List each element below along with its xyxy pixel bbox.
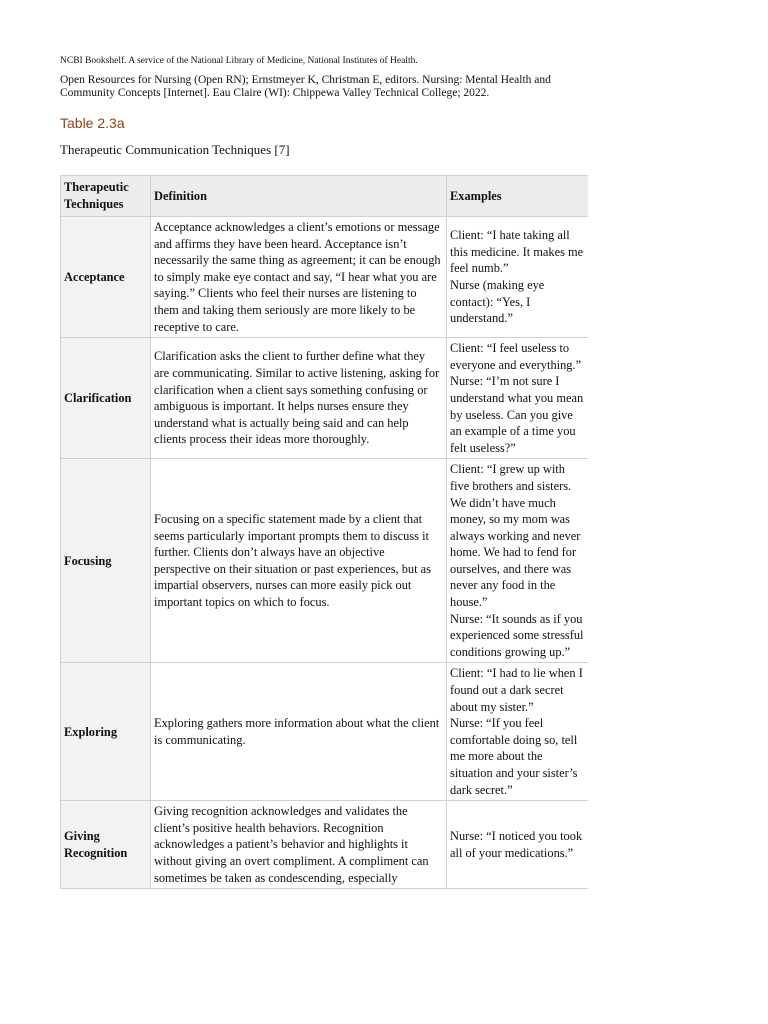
examples-text: Client: “I grew up with five brothers and sisters. We didn’t have much money, so my mom was always working and never home. We had to fend for ourselves, and there was never any food in the house.” Nurse: “It sounds as if you experienced some stressful conditions growing up.”: [450, 462, 584, 659]
definition-cell: [151, 217, 447, 338]
definition-text: Clarification asks the client to further define what they are communicating. Similar to active listening, asking for clarification when a client says something confusing or ambiguous is important. It helps nurses ensure they understand what is actually being said and can help clients process their ideas more thoroughly.: [154, 349, 440, 447]
column-header-examples: Examples: [447, 176, 589, 217]
technique-cell: Focusing: [61, 459, 151, 663]
examples-cell: [447, 338, 589, 459]
table-label: Table 2.3a: [60, 115, 125, 131]
technique-cell: Clarification: [61, 338, 151, 459]
examples-cell: [447, 459, 589, 663]
table-caption: Therapeutic Communication Techniques [7]: [60, 142, 290, 157]
definition-text: Giving recognition acknowledges and validates the client’s positive health behaviors. Recognition acknowledges a patient’s behavior and highlights it without giving an overt compliment. A compliment can sometimes be taken as condescending, especially: [154, 804, 429, 885]
technique-cell: Acceptance: [61, 217, 151, 338]
column-header-definition: Definition: [151, 176, 447, 217]
technique-cell: Exploring: [61, 663, 151, 801]
table-row: [61, 801, 589, 889]
column-header-technique: Therapeutic Techniques: [61, 176, 151, 217]
definition-cell: [151, 801, 447, 889]
table-row: [61, 217, 589, 338]
definition-cell: [151, 663, 447, 801]
examples-text: Client: “I had to lie when I found out a dark secret about my sister.” Nurse: “If you feel comfortable doing so, tell me more about the situation and your sister’s dark secret.”: [450, 666, 583, 797]
citation: Open Resources for Nursing (Open RN); Ernstmeyer K, Christman E, editors. Nursing: Mental Health and Community Concepts [Internet]. Eau Claire (WI): Chippewa Valley Technical College; 2022.: [60, 74, 551, 99]
examples-cell: [447, 217, 589, 338]
table-row: [61, 663, 589, 801]
examples-cell: [447, 663, 589, 801]
table-row: [61, 338, 589, 459]
technique-cell: Giving Recognition: [61, 801, 151, 889]
examples-text: Client: “I feel useless to everyone and everything.” Nurse: “I’m not sure I understand what you mean by useless. Can you give an example of a time you felt useless?”: [450, 341, 584, 455]
table-container: [60, 175, 588, 933]
examples-cell: [447, 801, 589, 889]
examples-text: Nurse: “I noticed you took all of your medications.”: [450, 829, 583, 860]
definition-cell: [151, 459, 447, 663]
definition-text: Focusing on a specific statement made by a client that seems particularly important prompts them to discuss it further. Clients don’t always have an objective perspective on their situation or past experiences, but as impartial observers, nurses can more easily pick out important topics on which to focus.: [154, 512, 431, 610]
techniques-table: [60, 175, 588, 889]
definition-text: Acceptance acknowledges a client’s emotions or message and affirms they have been heard. Acceptance isn’t necessarily the same thing as agreement; it can be enough to simply make eye contact and say, “I hear what you are saying.” Clients who feel their nurses are listening to them and taking them seriously are more likely to be receptive to care.: [154, 220, 441, 334]
source-line: NCBI Bookshelf. A service of the National Library of Medicine, National Institutes of Health.: [60, 56, 418, 66]
table-row: [61, 459, 589, 663]
table-header-row: [61, 176, 589, 217]
definition-text: Exploring gathers more information about what the client is communicating.: [154, 716, 440, 747]
examples-text: Client: “I hate taking all this medicine. It makes me feel numb.” Nurse (making eye contact): “Yes, I understand.”: [450, 228, 584, 326]
definition-cell: [151, 338, 447, 459]
